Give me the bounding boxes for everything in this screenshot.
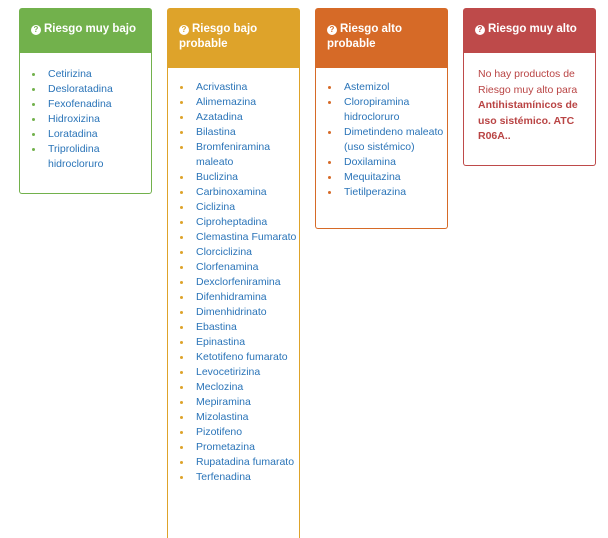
question-circle-icon: ? xyxy=(179,25,189,35)
drug-item[interactable]: Azatadina xyxy=(180,110,299,125)
drug-item[interactable]: Tietilperazina xyxy=(328,185,447,200)
drug-item[interactable]: Epinastina xyxy=(180,335,299,350)
panel-body xyxy=(463,53,596,166)
panel-title: Riesgo muy bajo xyxy=(44,23,137,35)
drug-item[interactable]: Hidroxizina xyxy=(32,112,151,127)
drug-item[interactable]: Ciclizina xyxy=(180,200,299,215)
panel-header xyxy=(19,8,152,53)
drug-item[interactable]: Mizolastina xyxy=(180,410,299,425)
panel-riesgo-bajo-probable xyxy=(167,8,300,538)
question-circle-icon: ? xyxy=(327,25,337,35)
drug-item[interactable]: Clemastina Fumarato xyxy=(180,230,299,245)
drug-item[interactable]: Desloratadina xyxy=(32,82,151,97)
panel-title: Riesgo bajo probable xyxy=(179,23,258,50)
panel-body xyxy=(19,53,152,194)
drug-item[interactable]: Mequitazina xyxy=(328,170,447,185)
panel-riesgo-alto-probable xyxy=(315,8,448,229)
drug-item[interactable]: Bromfeniramina maleato xyxy=(180,140,299,170)
drug-item[interactable]: Acrivastina xyxy=(180,80,299,95)
drug-list xyxy=(328,80,447,200)
drug-item[interactable]: Doxilamina xyxy=(328,155,447,170)
drug-list xyxy=(32,67,151,172)
drug-item[interactable]: Loratadina xyxy=(32,127,151,142)
drug-item[interactable]: Astemizol xyxy=(328,80,447,95)
drug-item[interactable]: Levocetirizina xyxy=(180,365,299,380)
panel-body xyxy=(315,68,448,229)
drug-item[interactable]: Ebastina xyxy=(180,320,299,335)
drug-item[interactable]: Dimetindeno maleato (uso sistémico) xyxy=(328,125,447,155)
panel-riesgo-muy-alto xyxy=(463,8,596,166)
drug-item[interactable]: Clorciclizina xyxy=(180,245,299,260)
drug-item[interactable]: Terfenadina xyxy=(180,470,299,485)
drug-item[interactable]: Difenhidramina xyxy=(180,290,299,305)
panel-riesgo-muy-bajo xyxy=(19,8,152,194)
drug-list xyxy=(180,80,299,485)
panel-header xyxy=(315,8,448,68)
drug-item[interactable]: Buclizina xyxy=(180,170,299,185)
drug-item[interactable]: Triprolidina hidrocloruro xyxy=(32,142,151,172)
drug-item[interactable]: Clorfenamina xyxy=(180,260,299,275)
drug-item[interactable]: Carbinoxamina xyxy=(180,185,299,200)
drug-item[interactable]: Alimemazina xyxy=(180,95,299,110)
drug-item[interactable]: Rupatadina fumarato xyxy=(180,455,299,470)
panel-header xyxy=(167,8,300,68)
drug-item[interactable]: Dexclorfeniramina xyxy=(180,275,299,290)
drug-item[interactable]: Ciproheptadina xyxy=(180,215,299,230)
panel-title: Riesgo alto probable xyxy=(327,23,402,50)
message-bold-text: Antihistamínicos de uso sistémico. ATC R06A.. xyxy=(478,99,578,142)
drug-item[interactable]: Meclozina xyxy=(180,380,299,395)
drug-item[interactable]: Ketotifeno fumarato xyxy=(180,350,299,365)
question-circle-icon: ? xyxy=(475,25,485,35)
drug-item[interactable]: Mepiramina xyxy=(180,395,299,410)
drug-item[interactable]: Fexofenadina xyxy=(32,97,151,112)
drug-item[interactable]: Prometazina xyxy=(180,440,299,455)
message-text: No hay productos de Riesgo muy alto para xyxy=(478,68,578,96)
drug-item[interactable]: Cetirizina xyxy=(32,67,151,82)
question-circle-icon: ? xyxy=(31,25,41,35)
panel-body xyxy=(167,68,300,538)
drug-item[interactable]: Bilastina xyxy=(180,125,299,140)
drug-item[interactable]: Cloropiramina hidrocloruro xyxy=(328,95,447,125)
no-products-message xyxy=(478,67,585,145)
drug-item[interactable]: Pizotifeno xyxy=(180,425,299,440)
drug-item[interactable]: Dimenhidrinato xyxy=(180,305,299,320)
panel-header xyxy=(463,8,596,53)
panel-title: Riesgo muy alto xyxy=(488,23,577,35)
